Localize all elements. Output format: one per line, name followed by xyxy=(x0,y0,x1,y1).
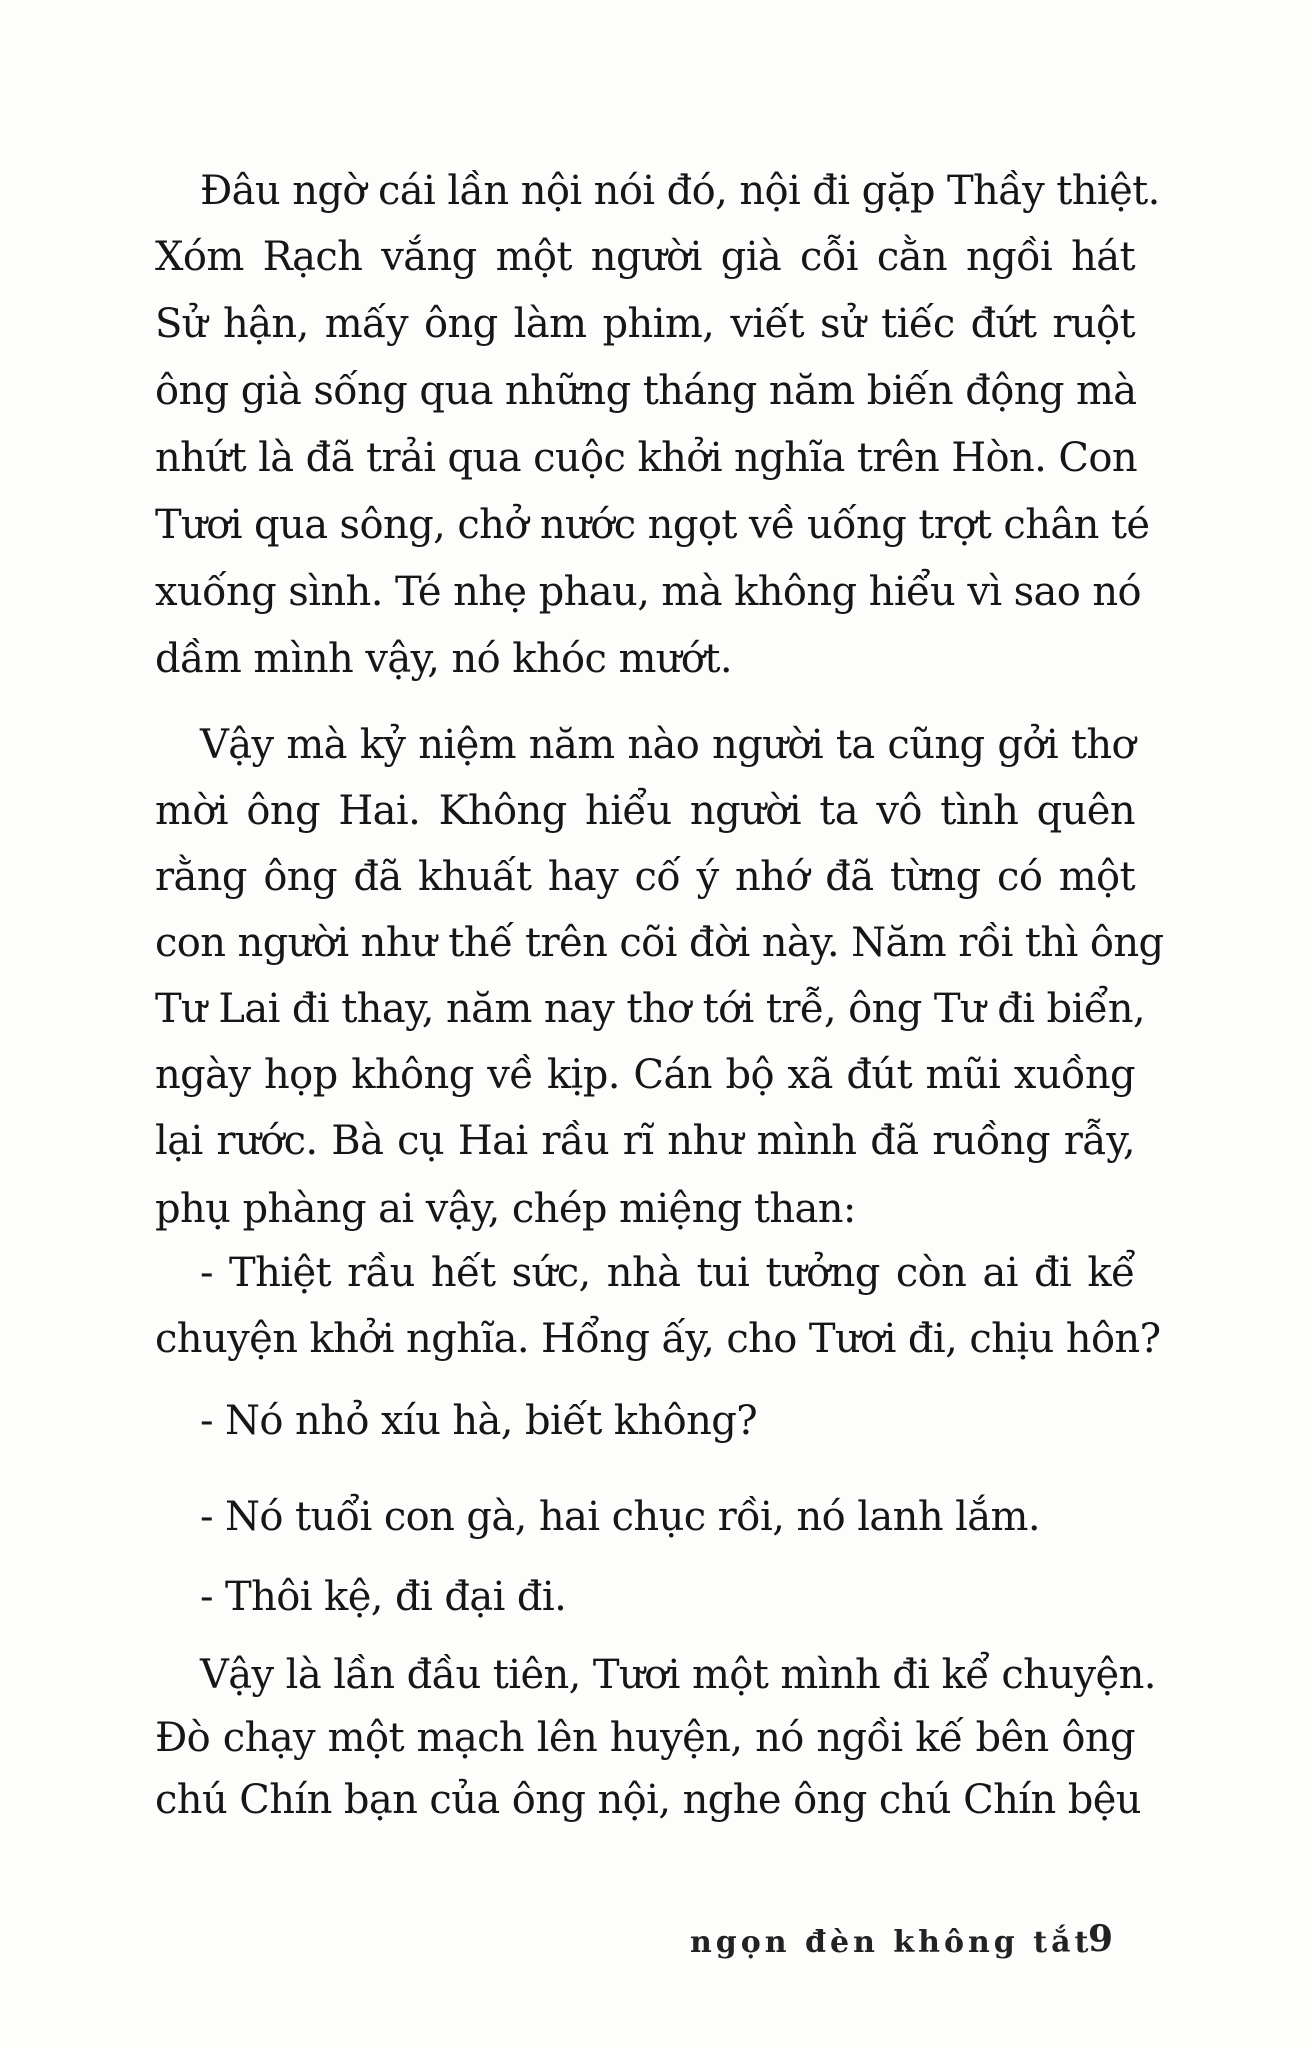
text-line: mời ông Hai. Không hiểu người ta vô tình quên xyxy=(155,788,1135,834)
text-line: chú Chín bạn của ông nội, nghe ông chú Chín bệu xyxy=(155,1777,1141,1823)
text-line: ông già sống qua những tháng năm biến động mà xyxy=(155,368,1137,414)
dialogue-line: - Nó tuổi con gà, hai chục rồi, nó lanh lắm. xyxy=(200,1494,1040,1540)
text-line: Vậy mà kỷ niệm năm nào người ta cũng gởi thơ xyxy=(200,722,1135,768)
text-line: ngày họp không về kịp. Cán bộ xã đút mũi xuồng xyxy=(155,1052,1135,1098)
text-line: rằng ông đã khuất hay cố ý nhớ đã từng có một xyxy=(155,854,1135,900)
page-number: 9 xyxy=(1088,1918,1114,1960)
text-line: xuống sình. Té nhẹ phau, mà không hiểu vì sao nó xyxy=(155,569,1142,615)
text-line: Tươi qua sông, chở nước ngọt về uống trợt chân té xyxy=(155,502,1150,548)
dialogue-line: chuyện khởi nghĩa. Hổng ấy, cho Tươi đi, chịu hôn? xyxy=(155,1316,1161,1362)
text-line: Xóm Rạch vắng một người già cỗi cằn ngồi hát xyxy=(155,234,1135,280)
text-line: nhứt là đã trải qua cuộc khởi nghĩa trên Hòn. Con xyxy=(155,435,1138,481)
dialogue-line: - Nó nhỏ xíu hà, biết không? xyxy=(200,1398,758,1444)
dialogue-line: - Thiệt rầu hết sức, nhà tui tưởng còn ai đi kể xyxy=(200,1250,1135,1296)
dialogue-line: - Thôi kệ, đi đại đi. xyxy=(200,1574,567,1620)
text-line: Đò chạy một mạch lên huyện, nó ngồi kế bên ông xyxy=(155,1715,1135,1761)
running-title: ngọn đèn không tắt xyxy=(690,1925,1093,1960)
text-line: Vậy là lần đầu tiên, Tươi một mình đi kể chuyện. xyxy=(200,1652,1156,1698)
text-line: phụ phàng ai vậy, chép miệng than: xyxy=(155,1186,856,1232)
text-line: Sử hận, mấy ông làm phim, viết sử tiếc đứt ruột xyxy=(155,301,1135,347)
text-line: lại rước. Bà cụ Hai rầu rĩ như mình đã ruồng rẫy, xyxy=(155,1118,1135,1164)
text-line: con người như thế trên cõi đời này. Năm rồi thì ông xyxy=(155,920,1164,966)
text-line: Tư Lai đi thay, năm nay thơ tới trễ, ông Tư đi biển, xyxy=(155,986,1146,1032)
text-line: dầm mình vậy, nó khóc mướt. xyxy=(155,636,733,682)
text-line: Đâu ngờ cái lần nội nói đó, nội đi gặp Thầy thiệt. xyxy=(200,168,1160,214)
